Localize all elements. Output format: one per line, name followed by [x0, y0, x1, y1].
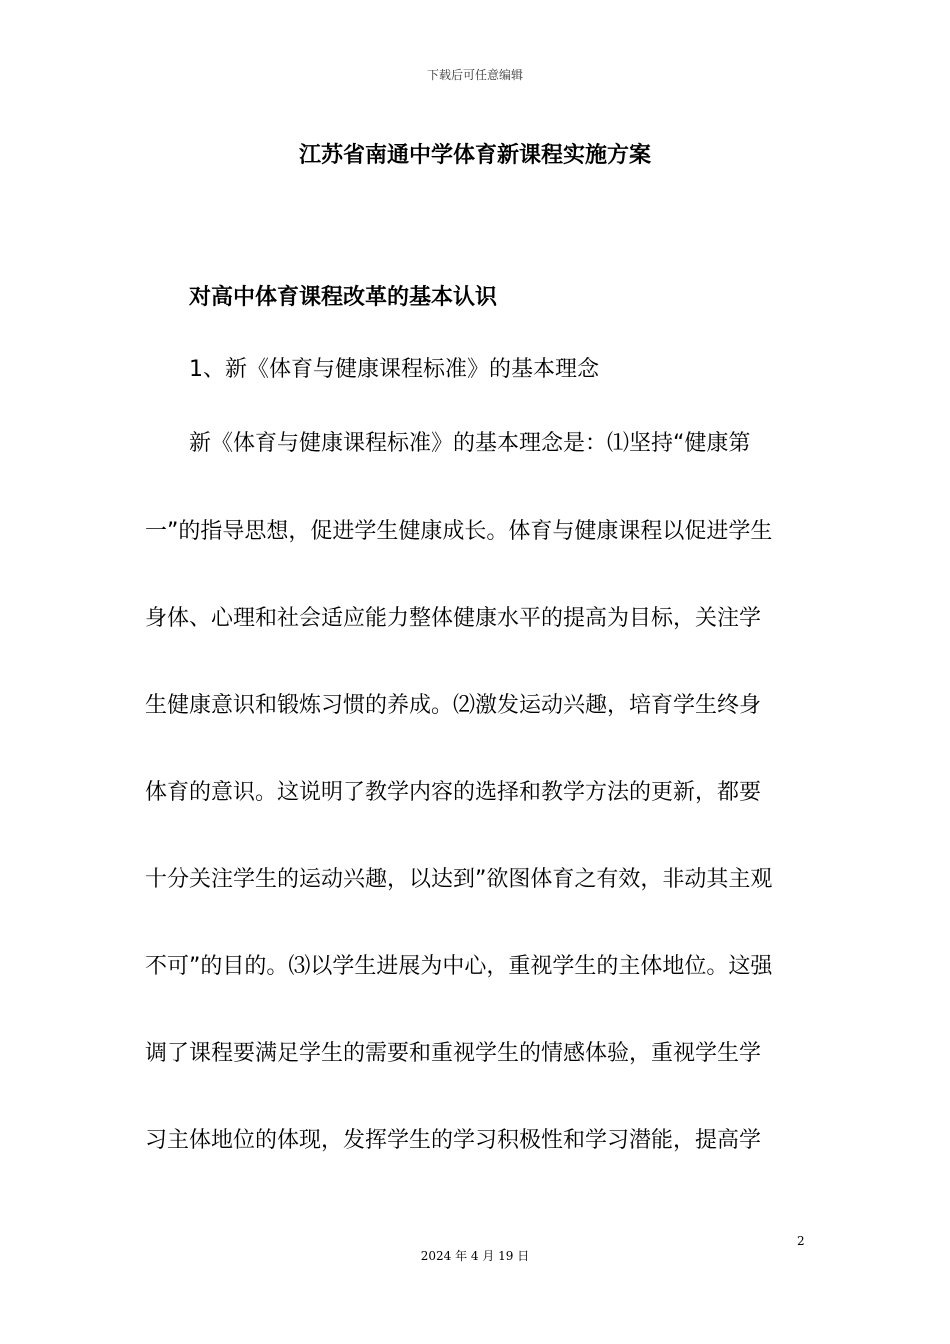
paragraph-line: 体育的意识。这说明了教学内容的选择和教学方法的更新，都要	[145, 780, 762, 805]
subheading: 1、新《体育与健康课程标准》的基本理念	[189, 357, 599, 382]
document-title: 江苏省南通中学体育新课程实施方案	[298, 143, 651, 168]
footer-date: 2024 年 4 月 19 日	[420, 1249, 530, 1263]
paragraph-line: 身体、心理和社会适应能力整体健康水平的提高为目标，关注学	[145, 606, 762, 631]
paragraph-line: 生健康意识和锻炼习惯的养成。⑵激发运动兴趣，培育学生终身	[145, 693, 762, 718]
page-number: 2	[797, 1234, 805, 1248]
paragraph-line: 调了课程要满足学生的需要和重视学生的情感体验，重视学生学	[145, 1041, 762, 1066]
paragraph-line: 一”的指导思想，促进学生健康成长。体育与健康课程以促进学生	[145, 519, 773, 544]
paragraph-line: 习主体地位的体现，发挥学生的学习积极性和学习潜能，提高学	[145, 1128, 762, 1153]
paragraph-line: 十分关注学生的运动兴趣，以达到”欲图体育之有效，非动其主观	[145, 867, 773, 892]
page-header-note: 下载后可任意编辑	[426, 68, 523, 82]
paragraph-line: 新《体育与健康课程标准》的基本理念是：⑴坚持“健康第	[189, 431, 751, 456]
section-heading: 对高中体育课程改革的基本认识	[189, 285, 498, 310]
paragraph-line: 不可”的目的。⑶以学生进展为中心，重视学生的主体地位。这强	[145, 954, 773, 979]
